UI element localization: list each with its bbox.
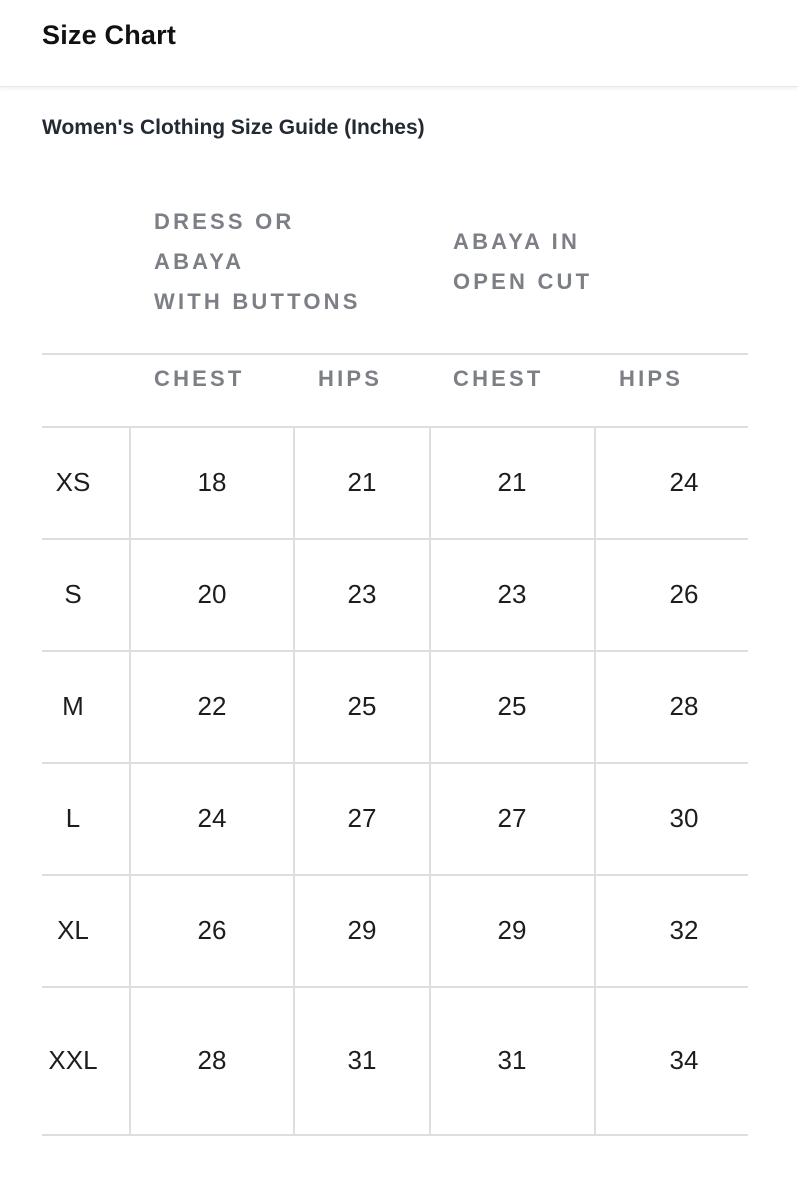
table-row-divider	[42, 986, 748, 988]
column-header-chest-2: CHEST	[453, 366, 544, 391]
group-header-dress-with-buttons	[154, 202, 361, 322]
measurement-cell: 28	[669, 691, 699, 721]
measurement-cell: 26	[669, 579, 699, 609]
measurement-cell: 23	[497, 579, 527, 609]
table-column-divider	[293, 426, 295, 1134]
measurement-cell: 31	[347, 1045, 377, 1075]
group-header-line: ABAYA IN	[453, 229, 581, 254]
measurement-cell: 34	[669, 1045, 699, 1075]
column-header-hips-1: HIPS	[318, 366, 383, 391]
size-label: L	[65, 803, 81, 833]
measurement-cell: 25	[347, 691, 377, 721]
measurement-cell: 31	[497, 1045, 527, 1075]
table-row-divider	[42, 874, 748, 876]
page-title: Size Chart	[42, 20, 177, 50]
measurement-cell: 29	[347, 915, 377, 945]
table-row-divider	[42, 650, 748, 652]
table-row-divider	[42, 1134, 748, 1136]
size-label: M	[62, 691, 84, 721]
group-header-line: WITH BUTTONS	[154, 289, 361, 314]
size-label: XL	[57, 915, 89, 945]
measurement-cell: 27	[347, 803, 377, 833]
measurement-cell: 21	[497, 467, 527, 497]
measurement-cell: 22	[197, 691, 227, 721]
measurement-cell: 18	[197, 467, 227, 497]
group-header-line: DRESS OR	[154, 209, 295, 234]
measurement-cell: 28	[197, 1045, 227, 1075]
table-column-divider	[429, 426, 431, 1134]
measurement-cell: 26	[197, 915, 227, 945]
measurement-cell: 24	[669, 467, 699, 497]
group-header-line: OPEN CUT	[453, 269, 593, 294]
table-column-divider	[594, 426, 596, 1134]
measurement-cell: 24	[197, 803, 227, 833]
table-column-divider	[129, 426, 131, 1134]
column-header-hips-2: HIPS	[619, 366, 684, 391]
measurement-cell: 30	[669, 803, 699, 833]
table-row-divider	[42, 762, 748, 764]
group-header-line: ABAYA	[154, 249, 245, 274]
table-row-divider	[42, 426, 748, 428]
measurement-cell: 25	[497, 691, 527, 721]
measurement-cell: 21	[347, 467, 377, 497]
measurement-cell: 27	[497, 803, 527, 833]
page-header	[0, 0, 798, 87]
table-row-divider	[42, 538, 748, 540]
measurement-cell: 23	[347, 579, 377, 609]
size-guide-title: Women's Clothing Size Guide (Inches)	[42, 116, 425, 139]
group-header-abaya-open-cut	[453, 222, 592, 302]
measurement-cell: 32	[669, 915, 699, 945]
measurement-cell: 20	[197, 579, 227, 609]
measurement-cell: 29	[497, 915, 527, 945]
table-divider	[42, 353, 748, 355]
size-label: XXL	[48, 1045, 98, 1075]
size-label: S	[64, 579, 82, 609]
column-header-chest-1: CHEST	[154, 366, 245, 391]
size-label: XS	[55, 467, 91, 497]
